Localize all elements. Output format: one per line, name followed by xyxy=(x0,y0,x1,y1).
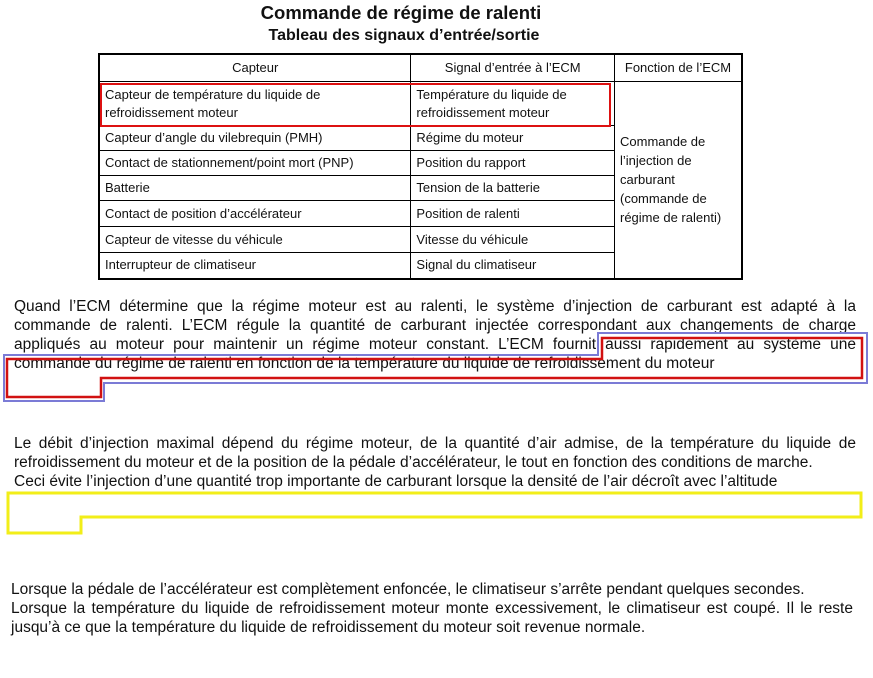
paragraph-max-injection xyxy=(14,434,856,491)
signal-cell: Position du rapport xyxy=(411,151,615,176)
signal-cell: Température du liquide de refroidissement moteur xyxy=(411,82,615,126)
ecm-function-cell: Commande de l’injection de carburant (commande de régime de ralenti) xyxy=(615,82,743,279)
sensor-cell: Batterie xyxy=(99,176,411,201)
signal-cell: Régime du moteur xyxy=(411,126,615,151)
sensor-cell: Capteur de température du liquide de refroidissement moteur xyxy=(99,82,411,126)
signal-cell: Position de ralenti xyxy=(411,201,615,227)
column-header-function: Fonction de l’ECM xyxy=(615,54,743,82)
paragraph-text: Lorsque la température du liquide de refroidissement moteur monte excessivement, le climatiseur est coupé. Il le reste jusqu’à ce que la température du liquide de refroidissement du moteur soit revenue normale. xyxy=(11,600,853,636)
signal-cell: Signal du climatiseur xyxy=(411,253,615,279)
page-title: Commande de régime de ralenti xyxy=(260,2,542,23)
sensor-cell: Contact de position d’accélérateur xyxy=(99,201,411,227)
signal-cell: Vitesse du véhicule xyxy=(411,227,615,253)
paragraph-text: Le débit d’injection maximal dépend du régime moteur, de la quantité d’air admise, de la température du liquide de refroidissement du moteur et de la position de la pédale d’accélérateur, le tout en fonction des conditions de marche. xyxy=(14,435,856,471)
yellow-highlight-outline xyxy=(8,493,861,533)
paragraph-text: Quand l’ECM détermine que la régime moteur est au ralenti, le système d’injection de carburant est adapté à la commande de ralenti. L’ECM régule la quantité de carburant injectée correspondant aux changements de charge appliqués au moteur pour maintenir un régime moteur constant. L’ECM fournit aussi rapidement au système une commande du régime de ralenti en fonction de la température du liquide de refroidissement du moteur xyxy=(14,298,856,372)
paragraph-text-altitude: Ceci évite l’injection d’une quantité trop importante de carburant lorsque la densité de l’air décroît avec l’altitude xyxy=(14,473,778,490)
page-subtitle: Tableau des signaux d’entrée/sortie xyxy=(268,27,540,44)
sensor-cell: Contact de stationnement/point mort (PNP) xyxy=(99,151,411,176)
signal-cell: Tension de la batterie xyxy=(411,176,615,201)
sensor-cell: Capteur d’angle du vilebrequin (PMH) xyxy=(99,126,411,151)
sensor-cell: Interrupteur de climatiseur xyxy=(99,253,411,279)
paragraph-air-conditioning xyxy=(11,580,853,637)
table-row xyxy=(99,82,742,126)
paragraph-text: Lorsque la pédale de l’accélérateur est complètement enfoncée, le climatiseur s’arrête pendant quelques secondes. xyxy=(11,581,805,598)
sensor-cell: Capteur de vitesse du véhicule xyxy=(99,227,411,253)
column-header-signal: Signal d’entrée à l’ECM xyxy=(411,54,615,82)
paragraph-idle-control xyxy=(14,297,856,373)
column-header-sensor: Capteur xyxy=(99,54,411,82)
table-header-row xyxy=(99,54,742,82)
io-signal-table xyxy=(98,53,743,280)
